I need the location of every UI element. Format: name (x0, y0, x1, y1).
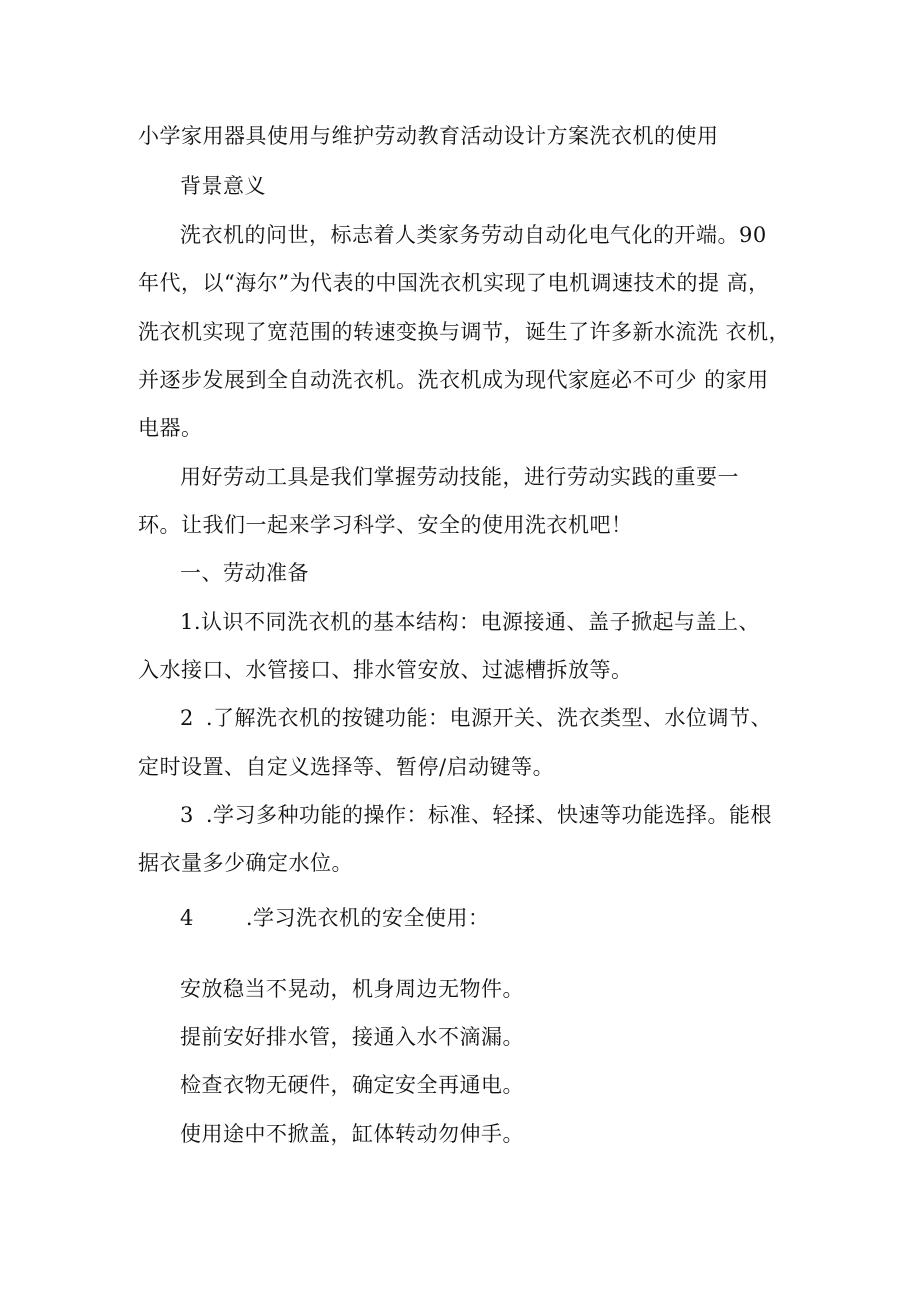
list-item-4 (180, 904, 490, 932)
list-item-line: 1.认识不同洗衣机的基本结构：电源接通、盖子掀起与盖上、 (180, 610, 761, 634)
paragraph-line: 电器。 (138, 416, 203, 440)
paragraph-line: 用好劳动工具是我们掌握劳动技能，进行劳动实践的重要一 (180, 465, 739, 489)
document-title: 小学家用器具使用与维护劳动教育活动设计方案洗衣机的使用 (138, 124, 719, 148)
rhyme-line: 使用途中不掀盖，缸体转动勿伸手。 (180, 1122, 524, 1146)
list-item-text: .了解洗衣机的按键功能：电源开关、洗衣类型、水位调节、 (205, 706, 773, 730)
paragraph-line: 洗衣机实现了宽范围的转速变换与调节，诞生了许多新水流洗 衣机， (138, 320, 791, 344)
rhyme-line: 检查衣物无硬件，确定安全再通电。 (180, 1073, 524, 1097)
section-heading-prep: 一、劳动准备 (180, 561, 309, 585)
list-item-line: 定时设置、自定义选择等、暂停/启动键等。 (138, 755, 555, 779)
list-item-2 (180, 704, 772, 732)
rhyme-line: 提前安好排水管，接通入水不滴漏。 (180, 1025, 524, 1049)
list-item-3 (180, 801, 772, 829)
list-item-number: 2 (180, 706, 194, 730)
paragraph-line: 年代，以“海尔”为代表的中国洗衣机实现了电机调速技术的提 高， (138, 271, 770, 295)
list-item-line: 入水接口、水管接口、排水管安放、过滤槽拆放等。 (138, 658, 633, 682)
list-item-line: 据衣量多少确定水位。 (138, 851, 353, 875)
list-item-text: .学习多种功能的操作：标准、轻揉、快速等功能选择。能根 (205, 803, 773, 827)
section-heading-background: 背景意义 (180, 174, 266, 198)
paragraph-line: 并逐步发展到全自动洗衣机。洗衣机成为现代家庭必不可少 的家用 (138, 368, 769, 392)
list-item-number: 4 (180, 906, 194, 930)
list-item-text: .学习洗衣机的安全使用： (245, 906, 490, 930)
paragraph-line: 洗衣机的问世，标志着人类家务劳动自动化电气化的开端。90 (180, 223, 767, 247)
paragraph-line: 环。让我们一起来学习科学、安全的使用洗衣机吧！ (138, 513, 633, 537)
rhyme-line: 安放稳当不晃动，机身周边无物件。 (180, 977, 524, 1001)
list-item-number: 3 (180, 803, 194, 827)
